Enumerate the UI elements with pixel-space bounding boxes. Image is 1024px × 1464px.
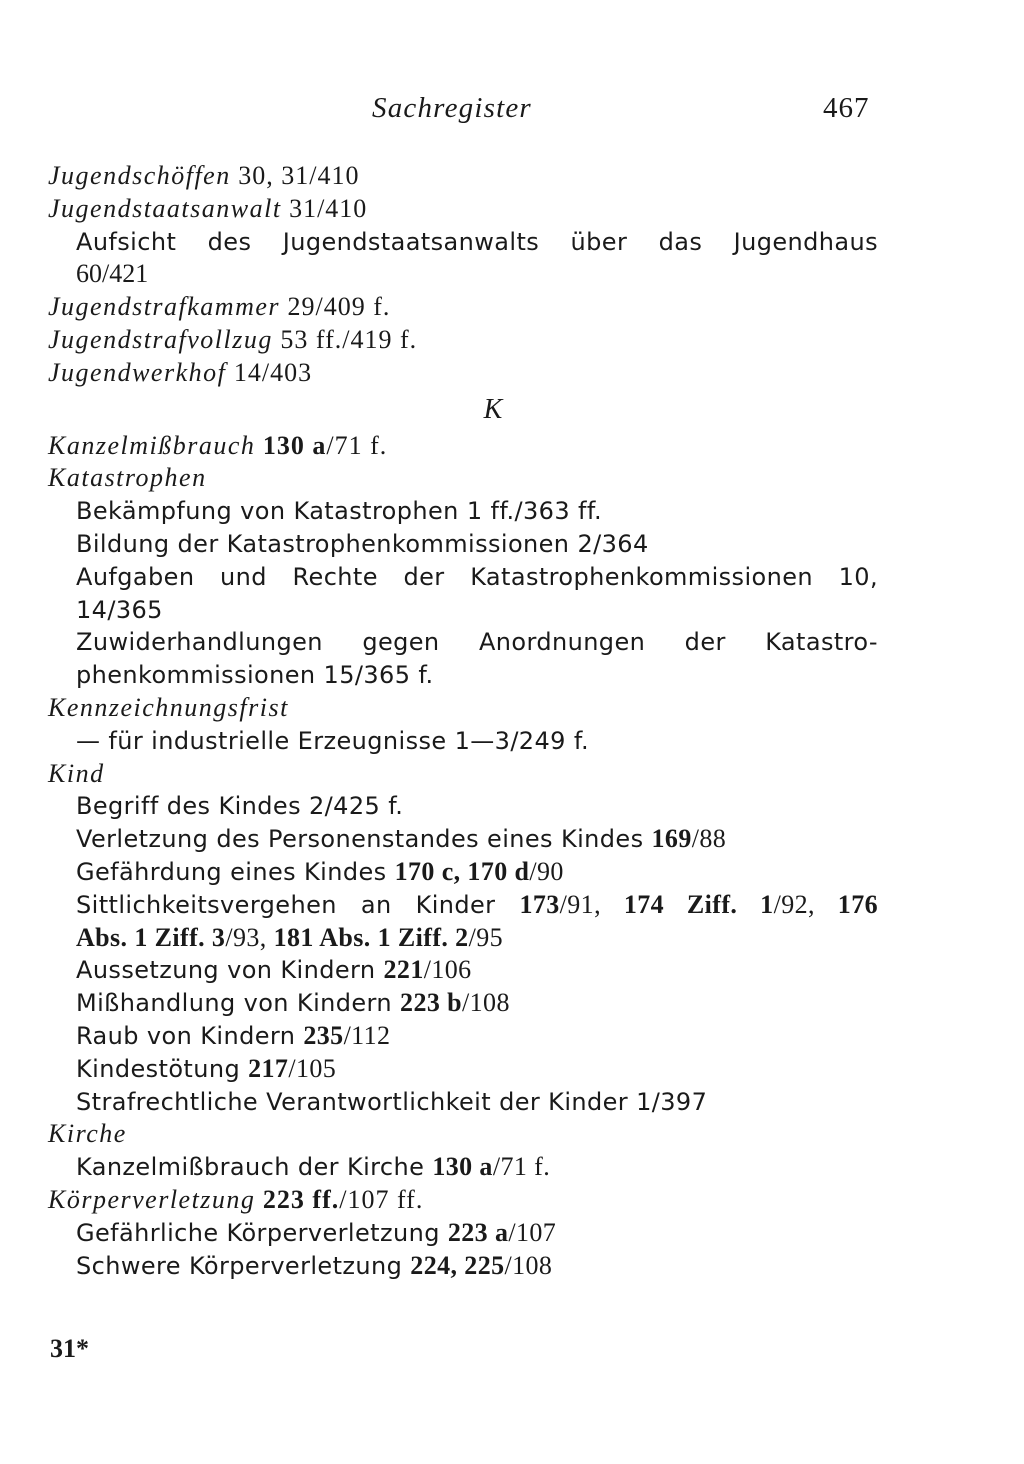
index-entry-jugendstaatsanwalt <box>48 193 878 291</box>
subentry-line: Begriff des Kindes 2/425 f. <box>76 792 404 821</box>
subentry-line <box>48 1151 878 1184</box>
subentry-line: Zuwiderhandlungen gegen Anordnungen der Katastro- <box>76 628 878 657</box>
ref-bold: 173 <box>519 889 560 919</box>
ref: /91, <box>559 889 624 919</box>
ref-bold: 181 Abs. 1 Ziff. 2 <box>273 922 469 952</box>
entry-headword: Jugendstrafkammer <box>48 292 281 322</box>
subentry-line: Aufgaben und Rechte der Katastrophenkommissionen 10, <box>76 562 878 591</box>
ref: /108 <box>462 988 510 1018</box>
subentry-line: Strafrechtliche Verantwortlichkeit der Kinder 1/397 <box>76 1087 708 1116</box>
entry-refs: 29/409 f. <box>287 292 391 322</box>
subentry-text: Sittlichkeitsvergehen an Kinder <box>76 890 520 919</box>
ref-bold: Abs. 1 Ziff. 3 <box>76 922 226 952</box>
ref: /71 f. <box>492 1152 551 1182</box>
ref: /90 <box>529 856 564 886</box>
index-entry-jugendstrafkammer <box>48 291 878 324</box>
subentry-line <box>48 1217 878 1250</box>
subentry-line <box>48 922 878 955</box>
ref: /108 <box>504 1250 553 1280</box>
index-entry-kanzelmissbrauch <box>48 430 878 463</box>
section-letter: K <box>483 393 503 425</box>
subentry-line <box>48 987 878 1020</box>
subentry-line <box>48 954 878 987</box>
subentry-line <box>48 823 878 856</box>
subentry-text: Aussetzung von Kindern <box>76 956 384 985</box>
ref-bold: 221 <box>383 955 424 985</box>
ref: /95 <box>468 922 504 952</box>
subentry-line <box>48 1020 878 1053</box>
entry-ref: /71 f. <box>326 430 388 460</box>
subentry-line: Bekämpfung von Katastrophen 1 ff./363 ff. <box>76 497 603 526</box>
subentry-text: Kanzelmißbrauch der Kirche <box>76 1153 433 1182</box>
entry-refs: 53 ff./419 f. <box>280 324 418 354</box>
entry-headword: Kirche <box>48 1119 127 1149</box>
entry-refs: 31/410 <box>289 193 368 223</box>
subentry-text: Kindestötung <box>76 1054 249 1083</box>
ref: /106 <box>423 955 472 985</box>
ref-bold: 217 <box>248 1053 289 1083</box>
page-number: 467 <box>823 92 870 124</box>
running-head <box>0 92 1024 132</box>
entry-headword: Kanzelmißbrauch <box>48 430 256 460</box>
index-entries <box>48 160 878 1282</box>
subentry-text: Gefährliche Körperverletzung <box>76 1218 448 1247</box>
ref-bold: 174 Ziff. 1 <box>623 889 774 919</box>
index-entry-katastrophen <box>48 462 878 692</box>
index-entry-kennzeichnungsfrist <box>48 692 878 758</box>
index-entry-jugendstrafvollzug <box>48 324 878 357</box>
entry-headword: Jugendstaatsanwalt <box>48 193 282 223</box>
ref-bold: 169 <box>651 824 692 854</box>
subentry-line <box>48 1250 878 1283</box>
ref-bold: 223 a <box>447 1217 509 1247</box>
entry-refs: 14/403 <box>233 357 313 387</box>
entry-headword: Jugendwerkhof <box>48 357 227 387</box>
ref-bold: 235 <box>303 1020 344 1050</box>
entry-headword: Jugendstrafvollzug <box>48 324 273 354</box>
subentry-line <box>48 889 878 922</box>
ref-bold: 224, 225 <box>410 1250 505 1280</box>
subentry-line: Aufsicht des Jugendstaatsanwalts über das Jugendhaus <box>76 227 878 256</box>
index-entry-kirche <box>48 1118 878 1184</box>
subentry-line: Bildung der Katastrophenkommissionen 2/364 <box>76 529 649 558</box>
signature-mark: 31* <box>50 1334 89 1363</box>
ref: /93, <box>225 922 274 952</box>
subentry-text: Schwere Körperverletzung <box>76 1251 411 1280</box>
ref: /92, <box>773 889 838 919</box>
entry-headword: Jugendschöffen <box>48 161 231 190</box>
subentry-line <box>48 1053 878 1086</box>
subentry-line: phenkommissionen 15/365 f. <box>76 661 434 690</box>
subentry-text: Gefährdung eines Kindes <box>76 857 395 886</box>
subentry-text: Mißhandlung von Kindern <box>76 989 401 1018</box>
running-title: Sachregister <box>372 92 532 124</box>
subentry-text: Raub von Kindern <box>76 1021 304 1050</box>
subentry-line: 60/421 <box>76 259 149 289</box>
entry-ref: /107 ff. <box>339 1184 424 1214</box>
index-entry-jugendwerkhof <box>48 357 878 390</box>
entry-ref-bold: 130 a <box>262 430 327 460</box>
entry-headword: Körperverletzung <box>48 1184 256 1214</box>
ref: /107 <box>508 1217 557 1247</box>
ref: /88 <box>691 824 727 854</box>
index-entry-jugendschoeffen <box>48 160 878 193</box>
subentry-line: 14/365 <box>76 595 163 624</box>
index-entry-koerperverletzung <box>48 1184 878 1282</box>
ref: /112 <box>343 1020 391 1050</box>
entry-refs: 30, 31/410 <box>238 161 360 190</box>
entry-headword: Kind <box>48 758 105 788</box>
ref-bold: 223 b <box>400 988 463 1018</box>
ref-bold: 176 <box>837 889 878 919</box>
entry-ref-bold: 223 ff. <box>262 1184 340 1214</box>
subentry-line: — für industrielle Erzeugnisse 1—3/249 f. <box>76 726 589 755</box>
ref: /105 <box>288 1053 337 1083</box>
entry-headword: Katastrophen <box>48 463 207 493</box>
ref-bold: 170 c, 170 d <box>394 856 530 886</box>
subentry-text: Verletzung des Personenstandes eines Kindes <box>76 825 652 854</box>
index-entry-kind <box>48 758 878 1119</box>
subentry-line <box>48 856 878 889</box>
ref-bold: 130 a <box>432 1152 493 1182</box>
entry-headword: Kennzeichnungsfrist <box>48 692 289 722</box>
